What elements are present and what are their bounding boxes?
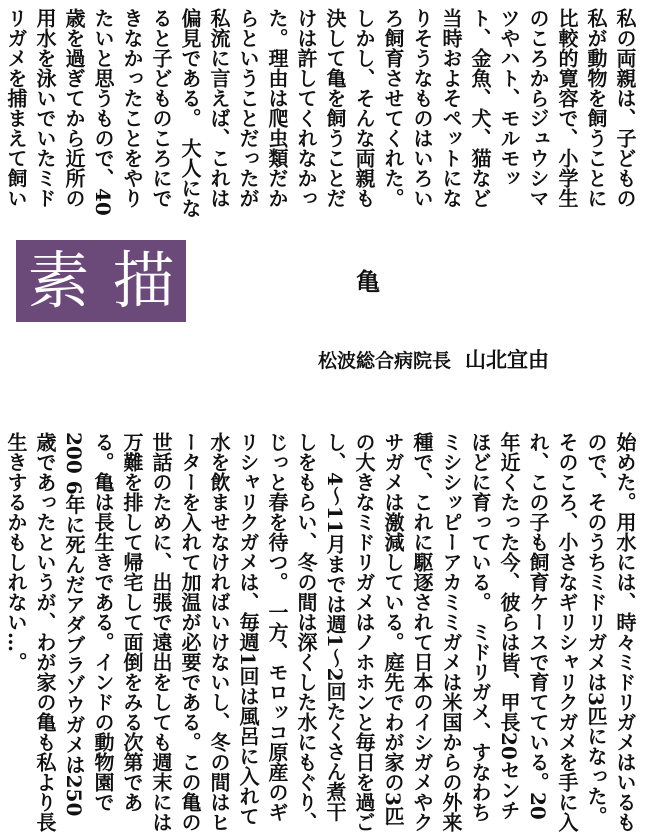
article-body-bottom: 始めた。用水には、時々ミドリガメはいるもので、そのうちミドリガメは3匹になった。そのころ、小さなギリシャリクガメを手に入れ、この子も飼育ケースで育てている。20年近くたった今、彼らは皆、甲長20センチほどに育っている。 ミドリガメ、すなわちミシシッピーアカミミガメは米国からの外来種で、これに駆逐されて日本のイシガメやクサガメは激減している。庭先でわが家の3匹の大きなミドリガメはノホホンと毎日を過ごし、4～11月までは週1～2回たくさん煮干しをもらい、冬の間は深くした水にもぐり、じっと春を待つ。 一方、モロッコ原産のギリシャリクガメは、毎週1回は風呂に入れて水を飲ませなければいけないし、冬の間はヒーターを入れて加温が必要である。この亀の世話のために、出張で遠出をしても週末には万難を排して帰宅して面倒をみる次第である。亀は長生きである。インドの動物園で200 6年に死んだアダブラゾウガメは250歳であったというが、わが家の亀も私より長生きするかもしれない…。 <box>4 432 637 832</box>
article-body-top: 私の両親は、子どもの私が動物を飼うことに比較的寛容で、小学生のころからジュウシマツやハト、モルモット、金魚、犬、猫など当時およそペットになりそうなものはいろいろ飼育させてくれた。しかし、そんな両親も決して亀を飼うことだけは許してくれなかった。理由は爬虫類だからということだったが私流に言えば、これは偏見である。 大人になると子どものころにできなかったことをやりたいと思うもので、40歳を過ぎてから近所の用水を泳いでいたミドリガメを捕まえて飼い <box>4 8 637 218</box>
column-logo-char-2: 描 <box>112 244 175 317</box>
column-logo-char-1: 素 <box>27 244 90 317</box>
column-logo <box>16 240 186 322</box>
byline-affiliation: 松波総合病院長 <box>317 350 451 372</box>
byline-author: 山北宜由 <box>465 348 549 372</box>
byline <box>318 344 549 374</box>
article-title: 亀 <box>356 268 380 296</box>
